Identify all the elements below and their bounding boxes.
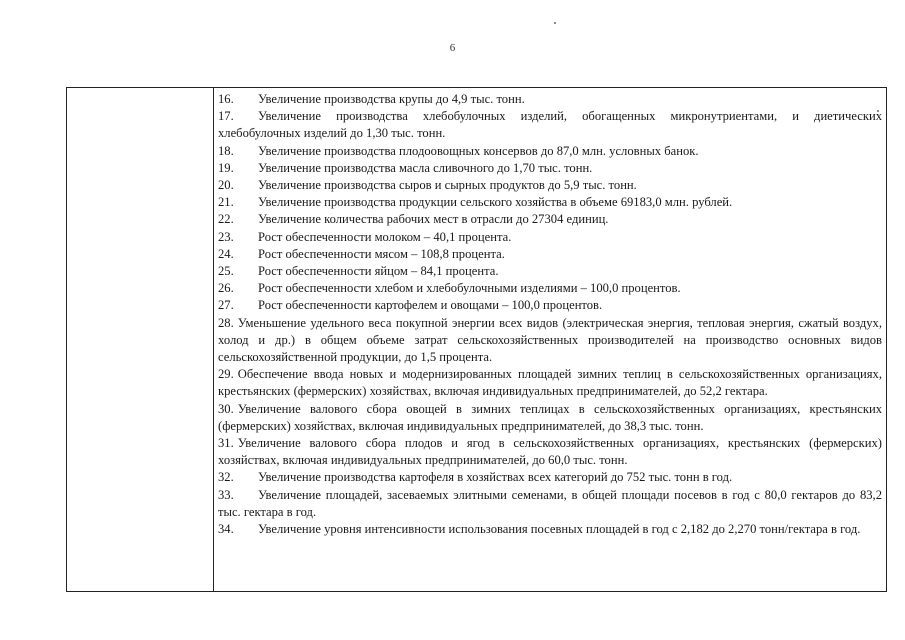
results-table (66, 87, 887, 592)
list-item: 24. Рост обеспеченности мясом – 108,8 процента. (218, 246, 505, 261)
scan-speck (554, 22, 556, 24)
list-item: 28. Уменьшение удельного веса покупной энергии всех видов (электрическая энергия, тепловая энергия, сжатый воздух, холод и др.) в общем объеме затрат сельскохозяйственных производителей на производство основных видов сельскохозяйственной продукции, до 1,5 процента. (218, 315, 882, 365)
list-item: 29. Обеспечение ввода новых и модернизированных площадей зимних теплиц в сельскохозяйственных организациях, крестьянских (фермерских) хозяйствах, включая индивидуальных предпринимателей, до 52,2 гектара. (218, 367, 882, 399)
table-left-cell (67, 88, 213, 591)
list-item: 21. Увеличение производства продукции сельского хозяйства в объеме 69183,0 млн. рублей. (218, 195, 733, 210)
list-item: 16. Увеличение производства крупы до 4,9 тыс. тонн. (218, 92, 525, 106)
list-item: 20. Увеличение производства сыров и сырных продуктов до 5,9 тыс. тонн. (218, 178, 637, 193)
indicators-list (218, 91, 882, 538)
list-item: 34. Увеличение уровня интенсивности использования посевных площадей в год с 2,182 до 2,270 тонн/гектара в год. (218, 522, 861, 537)
list-item: 33. Увеличение площадей, засеваемых элитными семенами, в общей площади посевов в год с 80,0 гектаров до 83,2 тыс. гектара в год. (218, 487, 882, 519)
list-item: 32. Увеличение производства картофеля в хозяйствах всех категорий до 752 тыс. тонн в год. (218, 470, 733, 485)
page-number: 6 (449, 42, 456, 54)
list-item: 17. Увеличение производства хлебобулочных изделий, обогащенных микронутриентами, и диетических хлебобулочных изделий до 1,30 тыс. тонн. (218, 109, 882, 141)
list-item: 23. Рост обеспеченности молоком – 40,1 процента. (218, 229, 512, 244)
list-item: 18. Увеличение производства плодоовощных консервов до 87,0 млн. условных банок. (218, 143, 699, 158)
list-item: 25. Рост обеспеченности яйцом – 84,1 процента. (218, 264, 499, 279)
list-item: 30. Увеличение валового сбора овощей в зимних теплицах в сельскохозяйственных организациях, крестьянских (фермерских) хозяйствах, включая индивидуальных предпринимателей, до 38,3 тыс. тонн. (218, 401, 882, 433)
list-item: 31. Увеличение валового сбора плодов и ягод в сельскохозяйственных организациях, крестьянских (фермерских) хозяйствах, включая индивидуальных предпринимателей, до 60,0 тыс. тонн. (218, 436, 882, 468)
list-item: 22. Увеличение количества рабочих мест в отрасли до 27304 единиц. (218, 212, 609, 227)
column-divider (213, 88, 214, 591)
list-item: 27. Рост обеспеченности картофелем и овощами – 100,0 процентов. (218, 298, 603, 313)
list-item: 26. Рост обеспеченности хлебом и хлебобулочными изделиями – 100,0 процентов. (218, 281, 681, 296)
list-item: 19. Увеличение производства масла сливочного до 1,70 тыс. тонн. (218, 160, 593, 175)
